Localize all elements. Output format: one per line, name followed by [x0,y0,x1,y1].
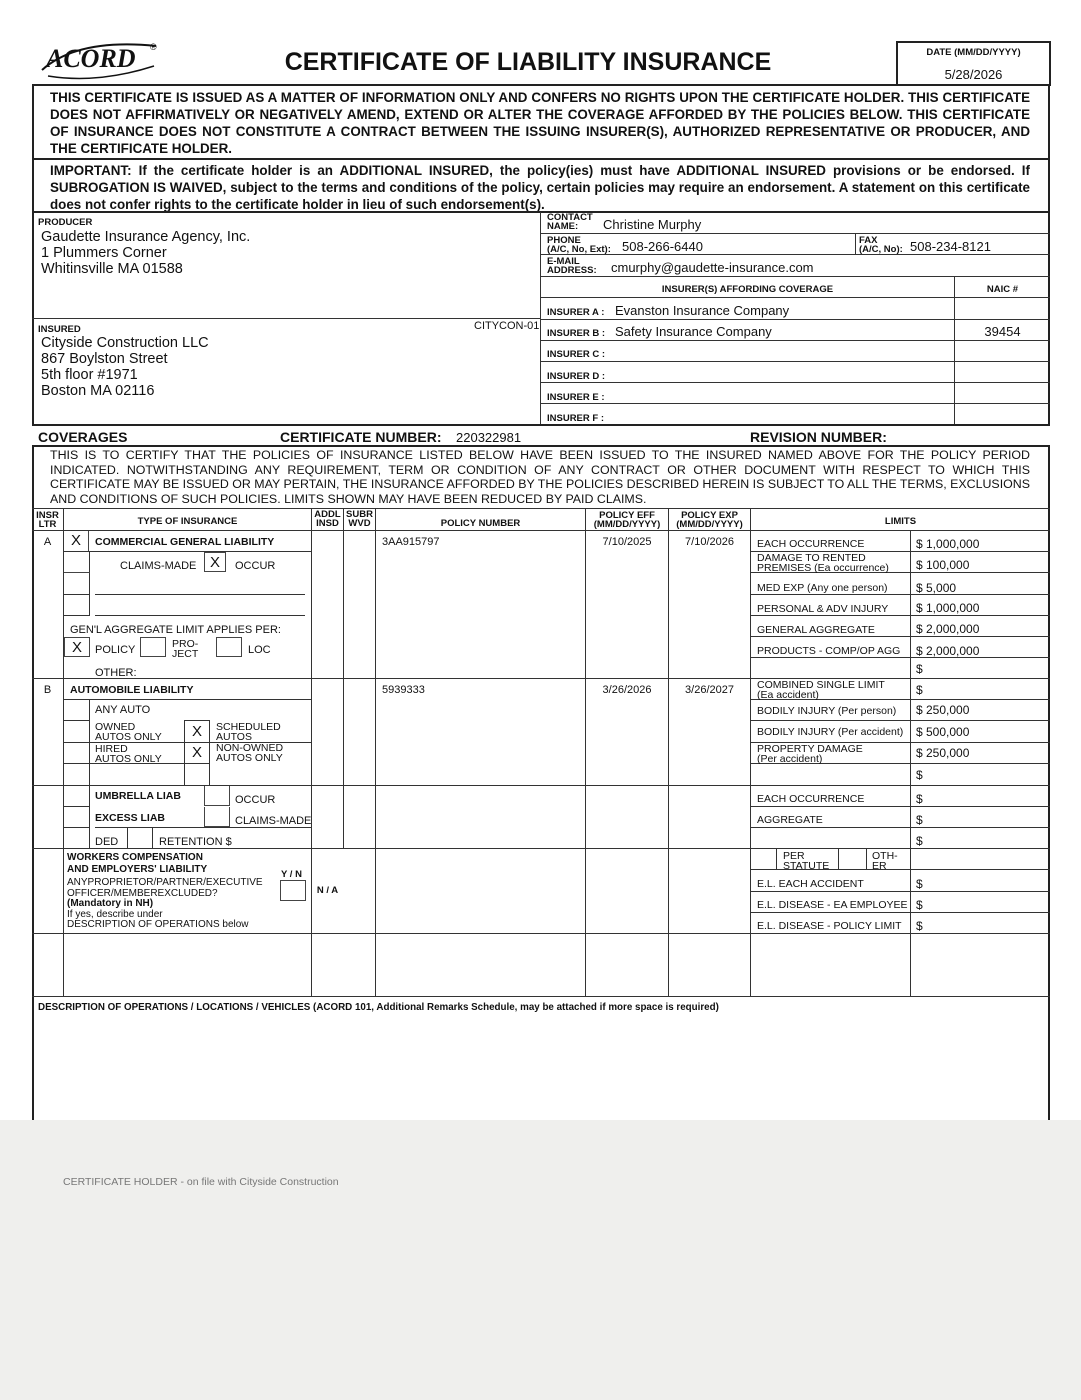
email-value: cmurphy@gaudette-insurance.com [611,260,814,275]
notice-text: THIS CERTIFICATE IS ISSUED AS A MATTER OF INFORMATION ONLY AND CONFERS NO RIGHTS UPON THE CERTIFICATE HOLDER. THIS CERTIFICATE DOES NOT AFFIRMATIVELY OR NEGATIVELY AMEND, EXTEND OR ALTER THE COVERAGE AFFORDED BY THE POLICIES BELOW. THIS CERTIFICATE OF INSURANCE DOES NOT CONSTITUTE A CONTRACT BETWEEN THE ISSUING INSURER(S), AUTHORIZED REPRESENTATIVE OR PRODUCER, AND THE CERTIFICATE HOLDER. [50,90,1030,156]
gl-limit-label: GENERAL AGGREGATE [757,624,875,636]
auto-title: AUTOMOBILE LIABILITY [70,684,194,696]
insured-address [41,335,209,399]
important-text: IMPORTANT: If the certificate holder is an ADDITIONAL INSURED, the policy(ies) must have ADDITIONAL INSURED provisions or be endorsed. If SUBROGATION IS WAIVED, subject to the terms and conditions of the policy, certain policies may require an endorsement. A statement on this certificate does not confer rights to the certificate holder in lieu of such endorsement(s). [50,163,1030,212]
fax-label: FAX (A/C, No): [859,235,903,255]
auto-limit-value: $ 250,000 [916,746,970,760]
insured-street: 867 Boylston Street [41,351,168,367]
gl-loc-label: LOC [248,644,271,656]
gl-policy-checkbox[interactable]: X [64,637,90,657]
workers-limit-label: E.L. EACH ACCIDENT [757,878,864,890]
workers-limit-label: E.L. DISEASE - POLICY LIMIT [757,920,902,932]
per-statute-label: PER STATUTE [783,850,830,872]
auto-limit-label: BODILY INJURY (Per accident) [757,726,904,738]
gl-limit-value: $ 1,000,000 [916,537,980,551]
insured-label: INSURED [38,324,81,335]
insured-code: CITYCON-01 [474,320,540,332]
umbrella-liab-label: UMBRELLA LIAB [95,790,181,802]
auto-nonowned-checkbox[interactable]: X [191,744,202,761]
acord-logo [38,36,168,86]
gl-limit-label: MED EXP (Any one person) [757,582,888,594]
gl-other-label: OTHER: [95,667,137,679]
gl-aggregate-label: GEN'L AGGREGATE LIMIT APPLIES PER: [70,624,281,636]
umbrella-occur-checkbox[interactable] [204,786,230,806]
producer-street: 1 Plummers Corner [41,245,167,261]
gl-title: COMMERCIAL GENERAL LIABILITY [95,536,275,548]
auto-limit-label: BODILY INJURY (Per person) [757,705,897,717]
header-subr: SUBR WVD [346,509,373,529]
auto-limit-label: PROPERTY DAMAGE (Per accident) [757,743,863,765]
coverage-statement: THIS IS TO CERTIFY THAT THE POLICIES OF INSURANCE LISTED BELOW HAVE BEEN ISSUED TO THE INSURED NAMED ABOVE FOR THE POLICY PERIOD INDICATED. NOTWITHSTANDING ANY REQUIREMENT, TERM OR CONDITION OF ANY CONTRACT OR OTHER DOCUMENT WITH RESPECT TO WHICH THIS CERTIFICATE MAY BE ISSUED OR MAY PERTAIN, THE INSURANCE AFFORDED BY THE POLICIES DESCRIBED HEREIN IS SUBJECT TO ALL THE TERMS, EXCLUSIONS AND CONDITIONS OF SUCH POLICIES. LIMITS SHOWN MAY HAVE BEEN REDUCED BY PAID CLAIMS. [50,448,1030,506]
workers-limit-value: $ [916,919,923,933]
gl-limit-value: $ 2,000,000 [916,622,980,636]
auto-scheduled-label: SCHEDULED AUTOS [216,721,281,743]
workers-limit-label: E.L. DISEASE - EA EMPLOYEE [757,899,908,911]
auto-nonowned-label: NON-OWNED AUTOS ONLY [216,742,284,764]
gl-limit-value: $ 2,000,000 [916,644,980,658]
phone-label: PHONE (A/C, No, Ext): [547,235,611,255]
producer-city: Whitinsville MA 01588 [41,261,183,277]
certificate-holder-note: CERTIFICATE HOLDER - on file with Cityside Construction [63,1176,339,1188]
auto-policy-eff: 3/26/2026 [602,684,652,696]
umbrella-limit-label: EACH OCCURRENCE [757,793,865,805]
coverages-label: COVERAGES [38,429,128,445]
header-insr-ltr: INSR LTR [36,510,59,530]
auto-owned-label: OWNED AUTOS ONLY [95,721,162,743]
gl-occur-label: OCCUR [235,560,276,572]
header-addl: ADDL INSD [314,509,341,529]
auto-limit-value: $ [916,768,923,782]
header-policy-number: POLICY NUMBER [440,518,521,529]
gl-checkbox[interactable]: X [64,531,89,551]
insured-city: Boston MA 02116 [41,383,155,399]
email-label: E-MAIL ADDRESS: [547,256,597,276]
auto-limit-value: $ [916,683,923,697]
excess-liab-label: EXCESS LIAB [95,812,166,824]
page-bottom-area [0,1120,1081,1400]
umbrella-occur-label: OCCUR [235,794,276,806]
header-type: TYPE OF INSURANCE [137,516,238,527]
workers-yn-checkbox[interactable] [280,880,306,901]
umbrella-limit-value: $ [916,813,923,827]
other-label: OTH- ER [872,850,898,872]
fax-value: 508-234-8121 [910,239,991,254]
producer-name: Gaudette Insurance Agency, Inc. [41,229,251,245]
umbrella-limit-value: $ [916,792,923,806]
umbrella-limit-label: AGGREGATE [757,814,823,826]
gl-limit-label: EACH OCCURRENCE [757,538,865,550]
auto-limit-value: $ 500,000 [916,725,970,739]
contact-name-label: CONTACT NAME: [547,212,593,232]
insured-name: Cityside Construction LLC [41,335,209,351]
gl-limit-value: $ 100,000 [916,558,970,572]
auto-policy-exp: 3/26/2027 [685,684,734,696]
gl-occur-checkbox[interactable]: X [204,552,226,572]
auto-limit-label: COMBINED SINGLE LIMIT (Ea accident) [757,679,885,701]
workers-limit-value: $ [916,877,923,891]
workers-yn-label: Y / N [281,869,302,880]
naic-header: NAIC # [986,284,1019,295]
producer-label: PRODUCER [38,217,93,228]
producer-address [41,229,250,277]
gl-insurer-letter: A [43,536,52,548]
phone-value: 508-266-6440 [622,239,703,254]
certificate-number: 220322981 [456,430,522,445]
svg-text:ACORD: ACORD [46,44,136,73]
insurer-naic: 39454 [984,324,1021,339]
workers-question: ANYPROPRIETOR/PARTNER/EXECUTIVE OFFICER/MEMBEREXCLUDED? (Mandatory in NH) If yes, describe under DESCRIPTION OF OPERATIONS below [67,877,263,930]
header-limits: LIMITS [884,516,917,527]
date-value: 5/28/2026 [944,67,1003,82]
insurers-header: INSURER(S) AFFORDING COVERAGE [661,284,834,295]
auto-hired-label: HIRED AUTOS ONLY [95,743,162,765]
workers-na: N / A [316,885,339,896]
gl-limit-label: DAMAGE TO RENTED PREMISES (Ea occurrence) [757,552,889,574]
gl-policy-exp: 7/10/2026 [685,536,734,548]
umbrella-ded-label: DED [95,836,119,848]
umbrella-claims-made-label: CLAIMS-MADE [235,815,312,827]
gl-project-label: PRO- JECT [172,638,199,660]
revision-number-label: REVISION NUMBER: [750,429,887,445]
auto-insurer-letter: B [43,684,52,696]
certificate-number-label: CERTIFICATE NUMBER: [280,429,442,445]
auto-limit-value: $ 250,000 [916,703,970,717]
insurer-name: Evanston Insurance Company [615,303,790,318]
gl-policy-number: 3AA915797 [382,536,440,548]
auto-any-auto: ANY AUTO [95,704,151,716]
gl-limit-value: $ 5,000 [916,581,957,595]
gl-limit-label: PRODUCTS - COMP/OP AGG [757,645,901,657]
date-label: DATE (MM/DD/YYYY) [926,47,1021,58]
gl-limit-label: PERSONAL & ADV INJURY [757,603,889,615]
svg-text:®: ® [150,42,157,52]
insurer-name: Safety Insurance Company [615,324,772,339]
header-policy-exp: POLICY EXP (MM/DD/YYYY) [676,510,743,530]
gl-claims-made-label: CLAIMS-MADE [120,560,197,572]
workers-comp-title: WORKERS COMPENSATION AND EMPLOYERS' LIABILITY [67,852,208,875]
insured-suite: 5th floor #1971 [41,367,138,383]
umbrella-retention-label: RETENTION $ [159,836,232,848]
umbrella-claims-made-checkbox[interactable] [204,807,230,827]
gl-limit-value: $ 1,000,000 [916,601,980,615]
gl-loc-checkbox[interactable] [216,637,242,657]
auto-policy-number: 5939333 [382,684,425,696]
umbrella-limit-value: $ [916,834,923,848]
gl-limit-value: $ [916,662,923,676]
gl-policy-label: POLICY [95,644,136,656]
auto-scheduled-checkbox[interactable]: X [191,723,202,740]
description-label: DESCRIPTION OF OPERATIONS / LOCATIONS / VEHICLES (ACORD 101, Additional Remarks Schedule, may be attached if more space is required) [38,1002,719,1013]
header-policy-eff: POLICY EFF (MM/DD/YYYY) [593,510,661,530]
gl-project-checkbox[interactable] [140,637,166,657]
gl-policy-eff: 7/10/2025 [602,536,652,548]
document-title: CERTIFICATE OF LIABILITY INSURANCE [284,48,772,76]
workers-limit-value: $ [916,898,923,912]
contact-name: Christine Murphy [603,217,702,232]
